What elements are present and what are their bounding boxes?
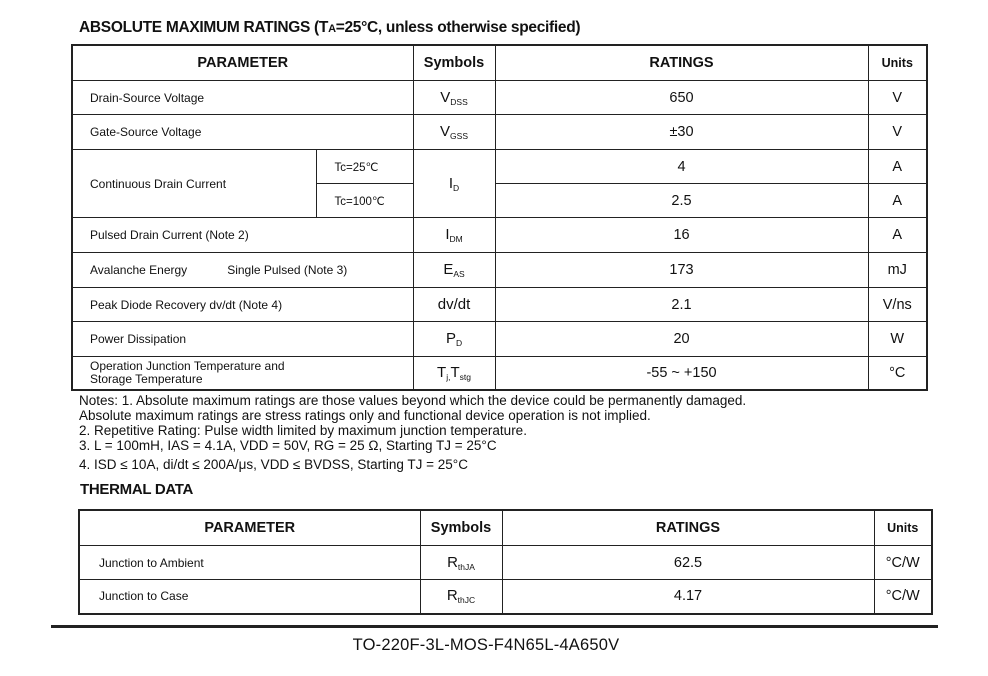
rating-cell: 4.17 [502, 580, 874, 614]
table-row [72, 218, 927, 253]
header-parameter: PARAMETER [79, 510, 420, 546]
table-row [72, 253, 927, 288]
symbol-cell: $E_{AS}$ [413, 253, 495, 288]
rating-cell: 2.1 [495, 288, 868, 322]
param-cell: Avalanche Energy Single Pulsed (Note 3) [72, 253, 413, 288]
table-row [72, 115, 927, 150]
header-units: Units [868, 45, 927, 81]
unit-cell: V/ns [868, 288, 927, 322]
table-row [72, 150, 927, 184]
unit-cell: °C/W [874, 580, 932, 614]
rating-cell: 20 [495, 322, 868, 357]
table-header-row [79, 510, 932, 546]
rating-cell: 173 [495, 253, 868, 288]
thermal-data-table [78, 509, 933, 615]
rating-cell: 62.5 [502, 546, 874, 580]
unit-cell: A [868, 184, 927, 218]
param-cell: Junction to Ambient [79, 546, 420, 580]
footer-divider [51, 625, 938, 628]
header-parameter: PARAMETER [72, 45, 413, 81]
unit-cell: °C/W [874, 546, 932, 580]
symbol-cell: $T_{j,}T_{stg}$ [413, 357, 495, 390]
param-cell: Continuous Drain Current [72, 150, 316, 218]
param-cell: Gate-Source Voltage [72, 115, 413, 150]
condition-cell: Tc=100℃ [316, 184, 413, 218]
thermal-data-heading: THERMAL DATA [80, 481, 194, 498]
table-row [79, 580, 932, 614]
note-3: 3. L = 100mH, IAS = 4.1A, VDD = 50V, RG = 25 Ω, Starting TJ = 25°C [79, 438, 497, 453]
header-ratings: RATINGS [495, 45, 868, 81]
unit-cell: V [868, 115, 927, 150]
note-2: 2. Repetitive Rating: Pulse width limited by maximum junction temperature. [79, 423, 527, 438]
table-row [72, 322, 927, 357]
symbol-cell: $I_{DM}$ [413, 218, 495, 253]
symbol-cell: $R_{thJA}$ [420, 546, 502, 580]
absolute-max-ratings-table [71, 44, 928, 391]
unit-cell: °C [868, 357, 927, 390]
symbol-cell: $P_D$ [413, 322, 495, 357]
table-row [72, 357, 927, 390]
unit-cell: A [868, 150, 927, 184]
param-cell: Peak Diode Recovery dv/dt (Note 4) [72, 288, 413, 322]
rating-cell: 2.5 [495, 184, 868, 218]
symbol-cell: $I_D$ [413, 150, 495, 218]
param-cell: Pulsed Drain Current (Note 2) [72, 218, 413, 253]
condition-cell: Tc=25℃ [316, 150, 413, 184]
table-row [79, 546, 932, 580]
page-title: ABSOLUTE MAXIMUM RATINGS (TA=25°C, unless otherwise specified) [79, 19, 581, 36]
param-cell: Operation Junction Temperature and Storage Temperature [72, 357, 413, 390]
header-units: Units [874, 510, 932, 546]
rating-cell: 650 [495, 81, 868, 115]
header-symbols: Symbols [413, 45, 495, 81]
table-row [72, 81, 927, 115]
header-symbols: Symbols [420, 510, 502, 546]
footer-part-number: TO-220F-3L-MOS-F4N65L-4A650V [352, 636, 620, 654]
table-row [72, 288, 927, 322]
symbol-cell: dv/dt [413, 288, 495, 322]
param-cell: Power Dissipation [72, 322, 413, 357]
note-4: 4. ISD ≤ 10A, di/dt ≤ 200A/μs, VDD ≤ BVDSS, Starting TJ = 25°C [79, 457, 468, 472]
table-header-row [72, 45, 927, 81]
note-1b: Absolute maximum ratings are stress ratings only and functional device operation is not implied. [79, 408, 651, 423]
param-cell: Junction to Case [79, 580, 420, 614]
unit-cell: mJ [868, 253, 927, 288]
rating-cell: ±30 [495, 115, 868, 150]
param-cell: Drain-Source Voltage [72, 81, 413, 115]
notes [79, 393, 746, 472]
symbol-cell: $V_{DSS}$ [413, 81, 495, 115]
rating-cell: -55 ~ +150 [495, 357, 868, 390]
symbol-cell: $R_{thJC}$ [420, 580, 502, 614]
rating-cell: 16 [495, 218, 868, 253]
symbol-cell: $V_{GSS}$ [413, 115, 495, 150]
header-ratings: RATINGS [502, 510, 874, 546]
rating-cell: 4 [495, 150, 868, 184]
unit-cell: W [868, 322, 927, 357]
note-1: Notes: 1. Absolute maximum ratings are those values beyond which the device could be permanently damaged. [79, 393, 747, 408]
unit-cell: V [868, 81, 927, 115]
unit-cell: A [868, 218, 927, 253]
